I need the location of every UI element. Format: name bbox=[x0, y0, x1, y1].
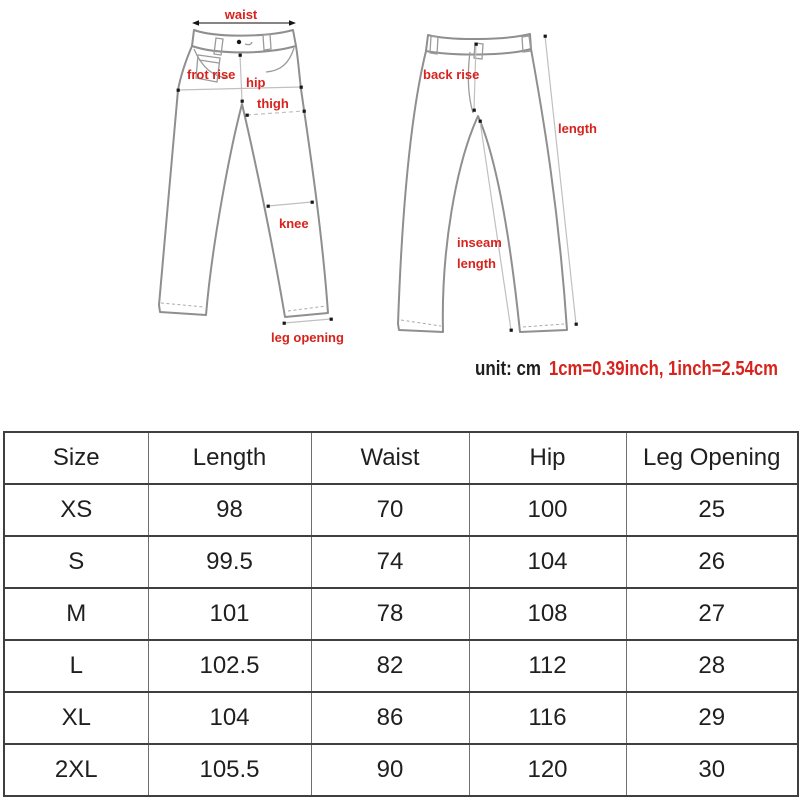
inseam-length-label-line2: length bbox=[457, 256, 496, 271]
cell-size: S bbox=[4, 536, 148, 588]
length-measure-line bbox=[545, 36, 576, 324]
cell-hip: 100 bbox=[469, 484, 626, 536]
size-row-xs bbox=[4, 484, 798, 536]
pants-front-view bbox=[159, 7, 344, 345]
unit-note bbox=[475, 358, 778, 380]
size-row-l bbox=[4, 640, 798, 692]
hip-label: hip bbox=[246, 75, 266, 90]
cell-size: M bbox=[4, 588, 148, 640]
cell-leg-opening: 27 bbox=[626, 588, 798, 640]
thigh-measure-line bbox=[247, 111, 304, 115]
cell-hip: 116 bbox=[469, 692, 626, 744]
cell-waist: 74 bbox=[311, 536, 469, 588]
measure-dot bbox=[239, 54, 242, 57]
measure-dot bbox=[267, 205, 270, 208]
measure-dot bbox=[300, 86, 303, 89]
front-button bbox=[237, 40, 241, 44]
cell-hip: 108 bbox=[469, 588, 626, 640]
header-waist: Waist bbox=[311, 432, 469, 484]
back-rise-label: back rise bbox=[423, 67, 480, 82]
cell-hip: 120 bbox=[469, 744, 626, 796]
size-table-header-row bbox=[4, 432, 798, 484]
unit-note-text: unit: cm bbox=[475, 358, 541, 380]
measure-dot bbox=[475, 43, 478, 46]
inseam-length-label-line1: inseam bbox=[457, 235, 502, 250]
measure-dot bbox=[330, 318, 333, 321]
measure-dot bbox=[283, 322, 286, 325]
cell-waist: 82 bbox=[311, 640, 469, 692]
back-legs-outline bbox=[398, 49, 567, 332]
header-length: Length bbox=[148, 432, 311, 484]
cell-length: 104 bbox=[148, 692, 311, 744]
measure-dot bbox=[311, 201, 314, 204]
knee-label: knee bbox=[279, 216, 309, 231]
pants-back-view bbox=[398, 34, 597, 332]
leg-opening-label: leg opening bbox=[271, 330, 344, 345]
cell-size: XL bbox=[4, 692, 148, 744]
cell-waist: 70 bbox=[311, 484, 469, 536]
size-row-xl bbox=[4, 692, 798, 744]
measure-dot bbox=[544, 35, 547, 38]
cell-length: 101 bbox=[148, 588, 311, 640]
cell-leg-opening: 26 bbox=[626, 536, 798, 588]
cell-waist: 90 bbox=[311, 744, 469, 796]
back-waistband bbox=[426, 34, 531, 55]
cell-length: 105.5 bbox=[148, 744, 311, 796]
cell-size: XS bbox=[4, 484, 148, 536]
measure-dot bbox=[241, 100, 244, 103]
cell-leg-opening: 29 bbox=[626, 692, 798, 744]
size-row-s bbox=[4, 536, 798, 588]
cell-leg-opening: 25 bbox=[626, 484, 798, 536]
cell-size: L bbox=[4, 640, 148, 692]
unit-conversion-text: 1cm=0.39inch, 1inch=2.54cm bbox=[549, 358, 778, 380]
thigh-label: thigh bbox=[257, 96, 289, 111]
header-hip: Hip bbox=[469, 432, 626, 484]
measure-dot bbox=[479, 120, 482, 123]
size-row-m bbox=[4, 588, 798, 640]
measure-dot bbox=[473, 109, 476, 112]
leg-opening-measure-line bbox=[284, 319, 331, 323]
waist-arrowhead-right bbox=[289, 20, 296, 25]
knee-measure-line bbox=[268, 202, 312, 206]
front-rise-label: frot rise bbox=[187, 67, 236, 82]
cell-hip: 112 bbox=[469, 640, 626, 692]
cell-length: 102.5 bbox=[148, 640, 311, 692]
measure-dot bbox=[303, 110, 306, 113]
measure-dot bbox=[246, 114, 249, 117]
front-rise-measure-line bbox=[240, 55, 242, 101]
cell-length: 98 bbox=[148, 484, 311, 536]
cell-leg-opening: 30 bbox=[626, 744, 798, 796]
waist-label: waist bbox=[224, 7, 258, 22]
cell-waist: 78 bbox=[311, 588, 469, 640]
hip-measure-line bbox=[178, 87, 301, 90]
front-hem-stitch-right bbox=[288, 306, 326, 311]
front-waistband bbox=[192, 30, 296, 52]
size-table bbox=[3, 431, 799, 797]
back-hem-stitch-right bbox=[523, 324, 564, 327]
front-hem-stitch-left bbox=[161, 303, 204, 307]
measure-dot bbox=[177, 89, 180, 92]
back-hem-stitch-left bbox=[401, 320, 441, 326]
cell-leg-opening: 28 bbox=[626, 640, 798, 692]
length-label: length bbox=[558, 121, 597, 136]
waist-arrowhead-left bbox=[192, 20, 199, 25]
cell-hip: 104 bbox=[469, 536, 626, 588]
back-center-seam bbox=[468, 52, 473, 113]
header-size: Size bbox=[4, 432, 148, 484]
cell-size: 2XL bbox=[4, 744, 148, 796]
measure-dot bbox=[575, 323, 578, 326]
size-row-2xl bbox=[4, 744, 798, 796]
measure-dot bbox=[510, 329, 513, 332]
cell-length: 99.5 bbox=[148, 536, 311, 588]
header-leg-opening: Leg Opening bbox=[626, 432, 798, 484]
cell-waist: 86 bbox=[311, 692, 469, 744]
